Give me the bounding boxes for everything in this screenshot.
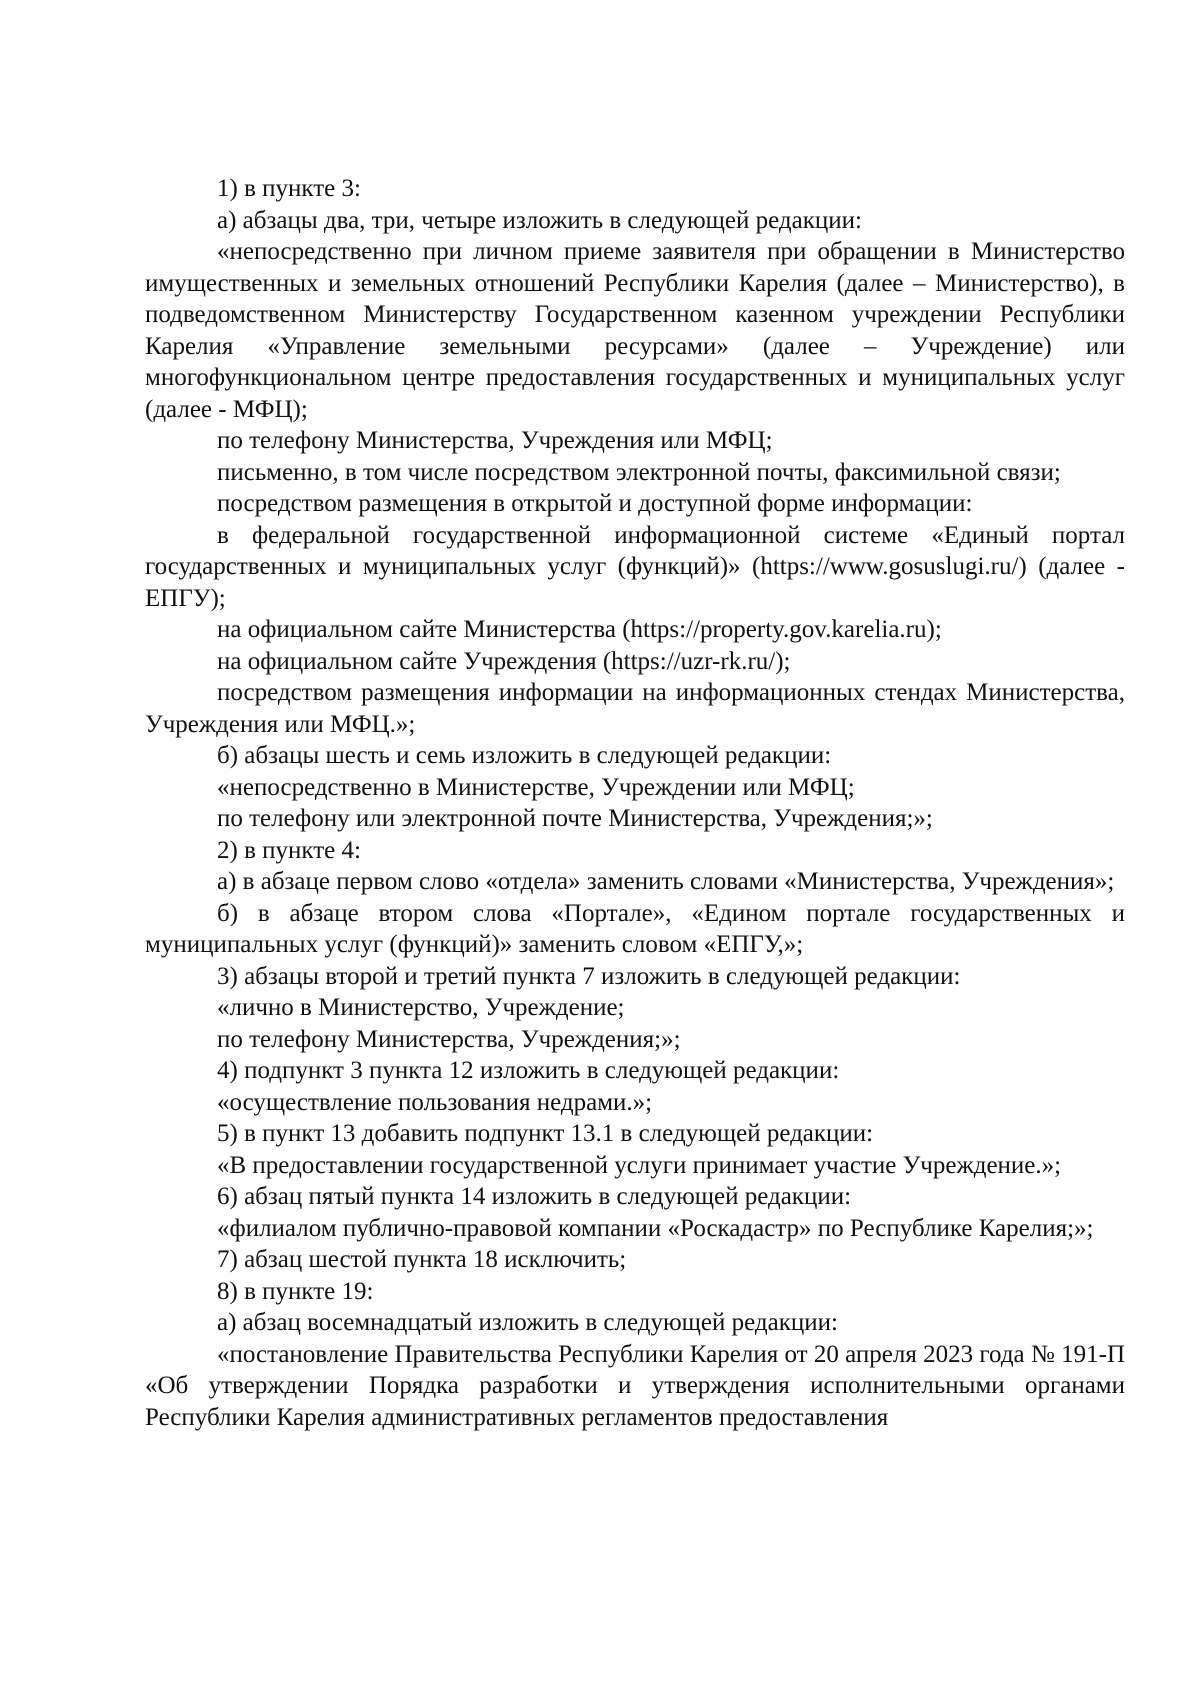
paragraph: а) в абзаце первом слово «отдела» заменить словами «Министерства, Учреждения»; [217,868,1115,895]
paragraph: 6) абзац пятый пункта 14 изложить в следующей редакции: [217,1183,852,1210]
paragraph: «В предоставлении государственной услуги принимает участие Учреждение.»; [217,1151,1062,1179]
paragraph: 1) в пункте 3: [217,175,361,202]
paragraph: «лично в Министерство, Учреждение; [217,994,625,1021]
paragraph: по телефону Министерства, Учреждения или МФЦ; [217,427,773,454]
paragraph: «непосредственно в Министерстве, Учреждении или МФЦ; [217,773,855,801]
paragraph: на официальном сайте Министерства (https://property.gov.karelia.ru); [217,616,942,643]
paragraph: «осуществление пользования недрами.»; [217,1088,653,1116]
paragraph: «филиалом публично-правовой компании «Роскадастр» по Республике Карелия;»; [217,1214,1094,1242]
paragraph: а) абзацы два, три, четыре изложить в следующей редакции: [217,206,862,234]
paragraph: б) в абзаце втором слова «Портале», «Едином портале государственных и муниципальных услуг (функций)» заменить словом «ЕПГУ,»; [145,899,1125,958]
paragraph: по телефону или электронной почте Министерства, Учреждения;»; [217,805,933,832]
paragraph: 3) абзацы второй и третий пункта 7 изложить в следующей редакции: [217,962,961,990]
paragraph: «постановление Правительства Республики Карелия от 20 апреля 2023 года № 191-П «Об утверждении Порядка разработки и утверждения исполнительными органами Республики Карелия административных регламентов предоставления [145,1340,1125,1431]
paragraph: б) абзацы шесть и семь изложить в следующей редакции: [217,742,832,769]
paragraph: на официальном сайте Учреждения (https://uzr-rk.ru/); [217,647,791,675]
paragraph: 2) в пункте 4: [217,836,361,864]
paragraph: посредством размещения в открытой и доступной форме информации: [217,490,973,517]
document-body [145,173,1125,1433]
paragraph: 5) в пункт 13 добавить подпункт 13.1 в следующей редакции: [217,1120,874,1147]
paragraph: в федеральной государственной информационной системе «Единый портал государственных и муниципальных услуг (функций)» (https://www.gosuslugi.ru/) (далее - ЕПГУ); [145,521,1125,612]
paragraph: а) абзац восемнадцатый изложить в следующей редакции: [217,1309,838,1336]
paragraph: 4) подпункт 3 пункта 12 изложить в следующей редакции: [217,1057,840,1084]
paragraph: посредством размещения информации на информационных стендах Министерства, Учреждения или МФЦ.»; [145,679,1125,738]
paragraph: 7) абзац шестой пункта 18 исключить; [217,1246,627,1273]
paragraph: по телефону Министерства, Учреждения;»; [217,1025,681,1053]
paragraph: «непосредственно при личном приеме заявителя при обращении в Министерство имущественных и земельных отношений Республики Карелия (далее – Министерство), в подведомственном Министерству Государственном казенном учреждении Республики Карелия «Управление земельными ресурсами» (далее – Учреждение) или многофункциональном центре предоставления государственных и муниципальных услуг (далее - МФЦ); [145,238,1125,423]
paragraph: письменно, в том числе посредством электронной почты, факсимильной связи; [217,458,1061,486]
paragraph: 8) в пункте 19: [217,1277,374,1305]
